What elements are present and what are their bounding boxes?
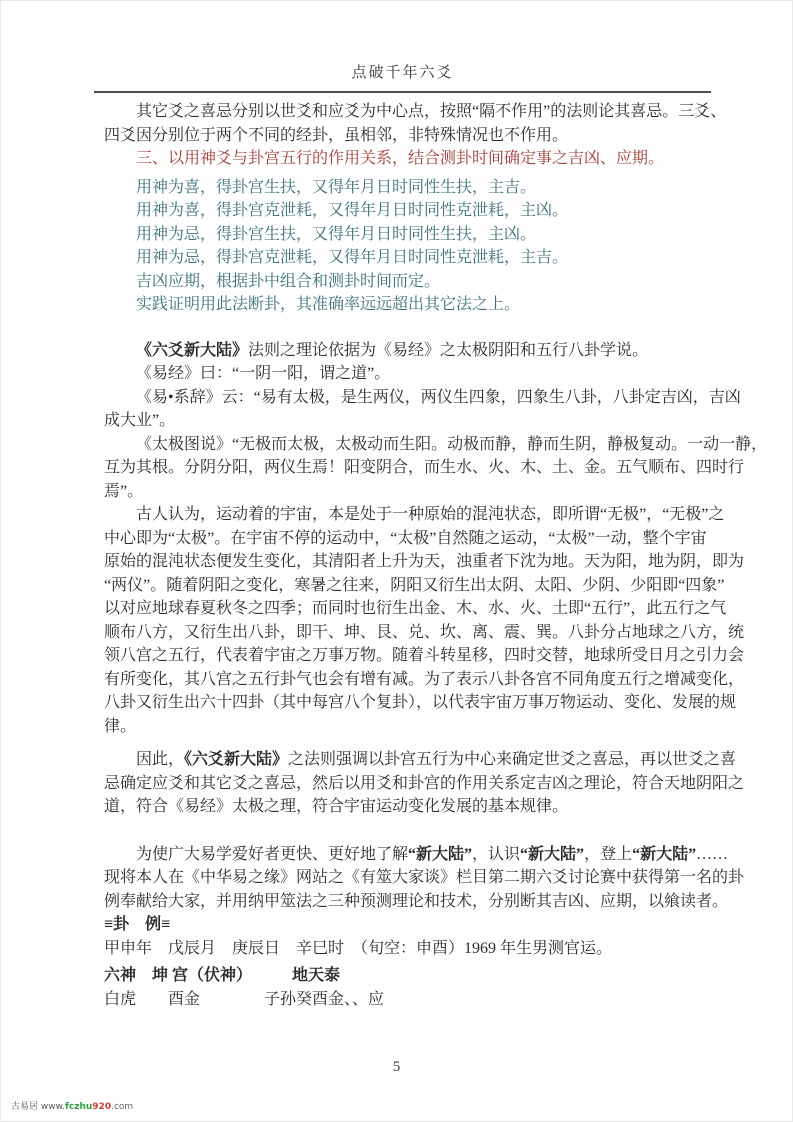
paragraph-block [104,964,704,988]
text-segment: 古人认为，运动着的宇宙，本是处于一种原始的混沌状态，即所谓“无极”，“无极”之 [136,506,725,523]
text-line [104,843,729,867]
bold-text-segment: “新大陆” [632,845,697,863]
paragraph-block [104,100,727,147]
text-line [104,100,727,124]
text-segment: 道，符合《易经》太极之理，符合宇宙运动变化发展的基本规律。 [104,798,569,815]
text-segment: 为使广大易学爱好者更快、更好地了解 [136,845,409,863]
text-line [104,621,745,645]
text-segment: 用神为忌，得卦宫生扶，又得年月日时同性生扶，主凶。 [136,225,537,243]
text-segment: 以对应地球春夏秋冬之四季；而同时也衍生出金、木、水、火、土即“五行”，此五行之气 [104,600,727,617]
text-segment: 四爻因分别位于两个不同的经卦，虽相邻，非特殊情况也不作用。 [104,126,569,144]
text-segment: “两仪”。随着阴阳之变化，寒暑之往来，阴阳又衍生出太阴、太阳、少阴、少阳即“四象” [104,576,725,594]
text-line [104,362,704,386]
bold-text-segment: 《六爻新大陆》 [184,751,289,768]
text-line [104,124,704,148]
text-line [104,691,737,715]
text-line [104,409,704,433]
text-line [104,748,737,772]
paragraph-block [104,913,704,937]
text-segment: 原始的混沌状态便发生变化，其清阳者上升为天，浊重者下沈为地。天为阳，地为阴，即为 [104,553,745,570]
text-line [104,772,745,796]
text-segment: 中心即为“太极”。在宇宙不停的运动中，“太极”自然随之运动，“太极”一动，整个宇宙 [104,529,707,547]
watermark-prefix: 古易居 www. [11,1102,65,1112]
paragraph-block [104,503,745,738]
page-header [94,61,711,93]
text-line [104,223,704,247]
text-segment: 甲申年 戊辰月 庚辰日 辛巳时 （旬空：申酉）1969 年生男测官运。 [104,939,613,957]
text-line [104,597,727,621]
text-line [104,246,704,270]
text-line [104,456,745,480]
text-segment: 有所变化，其八宫之五行卦气也会有增有减。为了表示八卦各宫不同角度五行之增减变化， [104,670,745,688]
text-segment: 白虎 酉金 子孙癸酉金、、应 [104,990,385,1008]
text-segment: 法则之理论依据为《易经》之太极阴阳和五行八卦学说。 [248,341,649,359]
text-line [104,715,704,739]
paragraph-block [104,988,704,1012]
text-segment: 用神为喜，得卦宫生扶，又得年月日时同性生扶，主吉。 [136,178,537,196]
paragraph-block [104,339,741,433]
text-line [104,988,704,1012]
text-segment: 实践证明用此法断卦，其准确率远远超出其它法之上。 [136,296,521,313]
text-segment: 忌确定应爻和其它爻之喜忌，然后以用爻和卦宫的作用关系定吉凶之理论，符合天地阴阳之 [104,774,745,792]
text-segment: 《易经》曰：“一阴一阳，谓之道”。 [136,365,391,382]
bold-text-segment: ≡卦 例≡ [104,916,171,933]
text-line [104,937,704,961]
text-line [104,527,707,551]
text-line [104,503,725,527]
text-segment: 其它爻之喜忌分别以世爻和应爻为中心点，按照“隔不作用”的法则论其喜忌。三爻、 [136,103,727,120]
text-line [104,293,704,317]
bold-text-segment: “新大陆” [408,845,473,863]
bold-text-segment: 六神 坤 宫（伏神） 地天泰 [104,967,341,984]
header-rule [94,91,711,93]
paragraph-block [104,176,704,317]
watermark-red: 920 [92,1102,112,1112]
text-segment: 律。 [104,717,137,735]
page-title: 点破千年六爻 [351,65,454,81]
text-segment: 用神为喜，得卦宫克泄耗，又得年月日时同性克泄耗，主凶。 [136,202,569,219]
text-segment: 领八宫之五行，代表着宇宙之万事万物。随着斗转星移，四时交替，地球所受日月之引力会 [104,647,745,664]
text-line [104,339,704,363]
text-line [104,433,768,457]
bold-text-segment: “新大陆” [520,845,585,863]
text-segment: 例奉献给大家，并用纳甲筮法之三种预测理论和技术，分别断其吉凶、应期，以飨读者。 [104,892,729,910]
text-segment: 三、以用神爻与卦宫五行的作用关系，结合测卦时间确定事之吉凶、应期。 [136,150,665,167]
text-segment: 现将本人在《中华易之缘》网站之《有筮大家谈》栏目第二期六爻讨论赛中获得第一名的卦 [104,869,745,886]
text-segment: 顺布八方，又衍生出八卦，即干、坤、艮、兑、坎、离、震、巽。八卦分占地球之八方，统 [104,623,745,641]
text-line [104,890,729,914]
text-line [104,199,704,223]
watermark-suffix: .com [111,1102,134,1112]
text-line [104,668,745,692]
text-segment: ，认识 [472,845,521,863]
text-segment: 用神为忌，得卦宫克泄耗，又得年月日时同性克泄耗，主吉。 [136,249,569,266]
text-line [104,913,704,937]
paragraph-block [104,147,704,171]
text-segment: 焉”。 [104,482,144,500]
page-number: 5 [392,1059,401,1075]
text-segment: ，登上 [584,845,633,863]
paragraph-block [104,843,745,914]
text-line [104,147,704,171]
text-line [104,270,704,294]
text-line [104,866,745,890]
text-segment: 吉凶应期，根据卦中组合和测卦时间而定。 [136,272,441,290]
text-line [104,550,745,574]
paragraph-block [104,748,745,819]
text-line [104,644,745,668]
text-segment: 八卦又衍生出六十四卦（其中每宫八个复卦），以代表宇宙万事万物运动、变化、发展的规 [104,694,737,711]
text-segment: 成大业”。 [104,412,176,429]
text-segment: 互为其根。分阴分阳，两仪生焉！阳变阴合，而生水、火、木、土、金。五气顺布、四时行 [104,459,745,476]
bold-text-segment: 《六爻新大陆》 [136,341,249,359]
document-body [104,100,768,1011]
text-line [104,964,704,988]
text-segment: 《太极图说》“无极而太极，太极动而生阳。动极而静，静而生阴，静极复动。一动一静， [136,435,768,453]
text-line [104,480,704,504]
text-line [104,795,704,819]
text-segment: 《易•系辞》云：“易有太极，是生两仪，两仪生四象，四象生八卦，八卦定吉凶，吉凶 [136,388,741,406]
text-line [104,574,725,598]
paragraph-block [104,937,704,961]
text-segment: …… [696,845,729,863]
text-segment: 之法则强调以卦宫五行为中心来确定世爻之喜忌，再以世爻之喜 [288,751,737,768]
text-line [104,176,704,200]
watermark-green: fczhu [64,1102,93,1112]
text-segment: 因此， [136,751,185,768]
text-line [104,386,741,410]
paragraph-block [104,433,768,504]
watermark [11,1099,133,1112]
